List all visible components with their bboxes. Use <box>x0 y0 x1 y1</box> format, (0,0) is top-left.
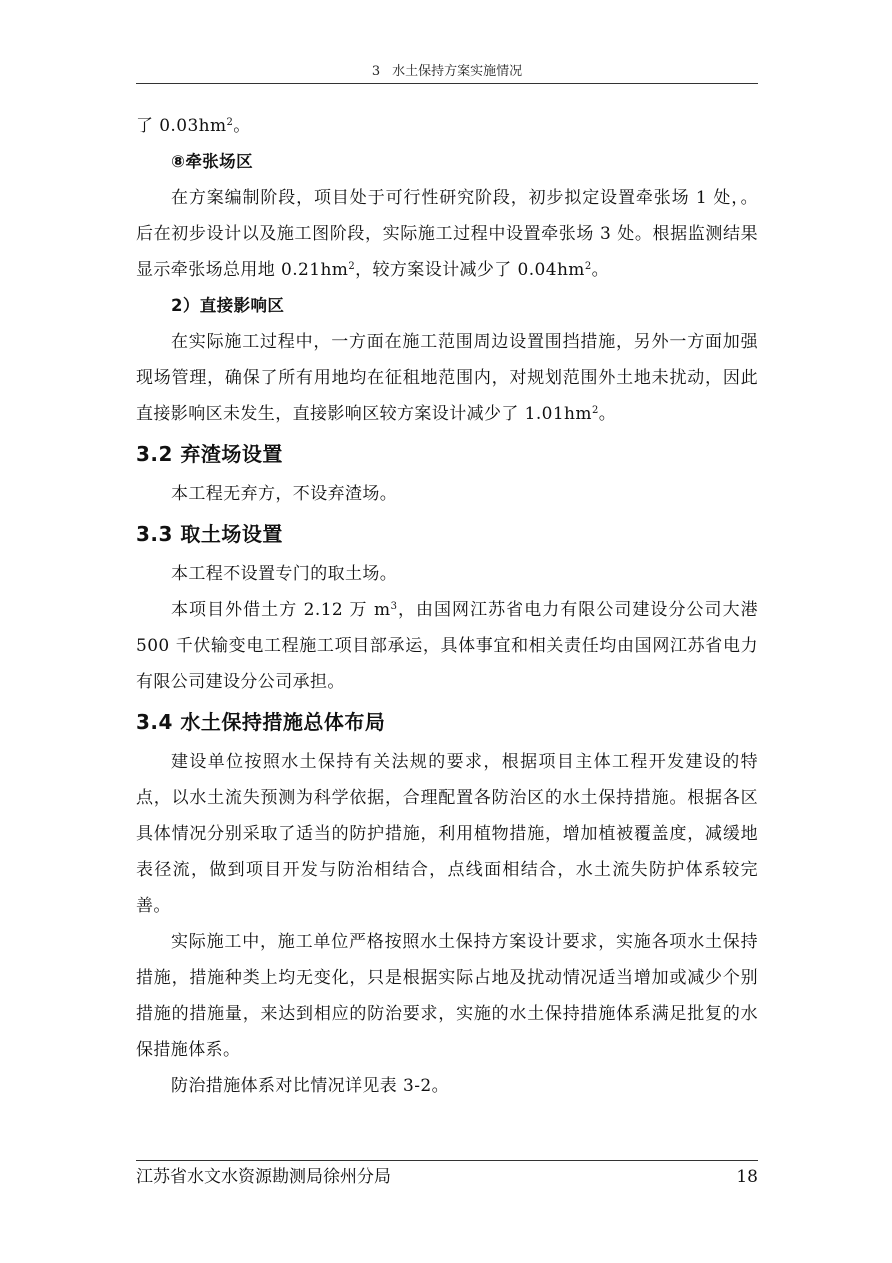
section-heading-3-2: 3.2 弃渣场设置 <box>136 442 283 466</box>
paragraph-text: 。 <box>598 404 617 424</box>
superscript: 2 <box>591 405 599 416</box>
superscript: 2 <box>226 117 234 128</box>
page-number: 18 <box>736 1167 758 1187</box>
section-heading-3-3: 3.3 取土场设置 <box>136 522 283 546</box>
superscript: 3 <box>390 601 398 612</box>
paragraph-text: ，较方案设计减少了 0.04hm <box>355 260 585 280</box>
paragraph-table-reference: 防治措施体系对比情况详见表 3-2。 <box>171 1076 449 1096</box>
paragraph-borrowed-earth <box>136 592 758 700</box>
paragraph-tension-field <box>136 180 758 288</box>
paragraph-direct-impact <box>136 324 758 432</box>
paragraph-text: ，由国网江苏省电力有限公司建设分公司大港 500 千伏输变电工程施工项目部承运，具体事宜和相关责任均由国网江苏省电力有限公司建设分公司承担。 <box>136 600 758 692</box>
running-footer <box>136 1164 758 1190</box>
paragraph-continued <box>136 108 758 144</box>
paragraph-text: 。 <box>591 260 609 280</box>
page-body <box>136 108 758 1104</box>
paragraph-spoil-site: 本工程无弃方，不设弃渣场。 <box>171 484 398 504</box>
header-chapter-number: 3 <box>371 64 381 79</box>
paragraph-layout-overview: 建设单位按照水土保持有关法规的要求，根据项目主体工程开发建设的特点，以水土流失预测为科学依据，合理配置各防治区的水土保持措施。根据各区具体情况分别采取了适当的防护措施，利用植物措施，增加植被覆盖度，减缓地表径流，做到项目开发与防治相结合，点线面相结合，水土流失防护体系较完善。 <box>136 752 758 916</box>
subheading-tension-field: ⑧牵张场区 <box>171 152 253 171</box>
paragraph-text: 在实际施工过程中，一方面在施工范围周边设置围挡措施，另外一方面加强现场管理，确保了所有用地均在征租地范围内，对规划范围外土地未扰动，因此直接影响区未发生，直接影响区较方案设计减少了 1.01hm <box>136 332 758 424</box>
header-rule <box>136 83 758 84</box>
section-heading-3-4: 3.4 水土保持措施总体布局 <box>136 710 386 734</box>
paragraph-actual-construction: 实际施工中，施工单位严格按照水土保持方案设计要求，实施各项水土保持措施，措施种类上均无变化，只是根据实际占地及扰动情况适当增加或减少个别措施的措施量，来达到相应的防治要求，实施的水土保持措施体系满足批复的水保措施体系。 <box>136 932 758 1060</box>
superscript: 2 <box>584 261 592 272</box>
running-header <box>136 62 758 82</box>
footer-rule <box>136 1160 758 1161</box>
paragraph-text: 在方案编制阶段，项目处于可行性研究阶段，初步拟定设置牵张场 1 处，。后在初步设计以及施工图阶段，实际施工过程中设置牵张场 3 处。根据监测结果显示牵张场总用地 0.21hm <box>136 188 758 280</box>
footer-organization: 江苏省水文水资源勘测局徐州分局 <box>136 1167 391 1187</box>
paragraph-text: 。 <box>233 116 251 136</box>
paragraph-text: 了 0.03hm <box>136 116 227 136</box>
header-chapter-title: 水土保持方案实施情况 <box>392 64 523 79</box>
superscript: 2 <box>348 261 356 272</box>
paragraph-borrow-site: 本工程不设置专门的取土场。 <box>171 564 398 584</box>
paragraph-text: 本项目外借土方 2.12 万 m <box>171 600 391 620</box>
subheading-direct-impact: 2）直接影响区 <box>171 296 285 315</box>
